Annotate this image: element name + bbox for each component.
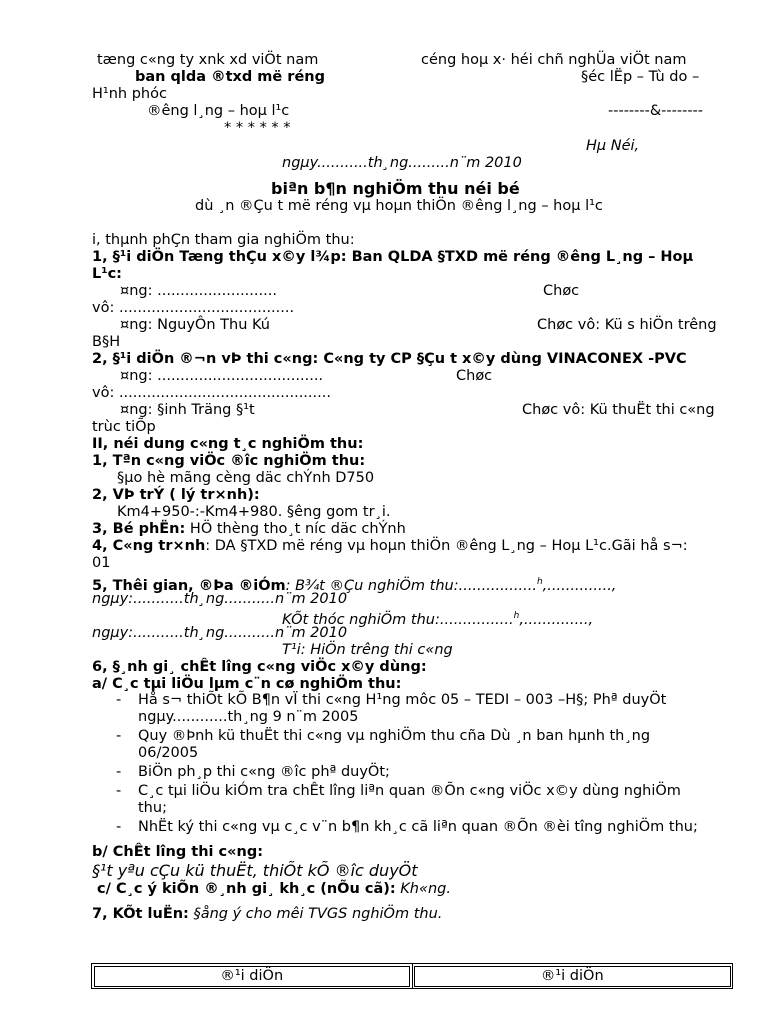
section1-intro: i, thµnh phÇn tham gia nghiÖm thu: (92, 232, 355, 248)
header-divider: --------&-------- (608, 103, 704, 119)
item6-label: 6, §¸nh gi¸ chÊt lîng c«ng viÖc x©y dùng: (92, 659, 427, 675)
item3-value: HÖ thèng tho¸t níc däc chÝnh (185, 521, 406, 537)
list-item: - NhËt ký thi c«ng vµ c¸c v¨n b¶n kh¸c cã liªn quan ®Õn ®èi tîng nghiÖm thu; (92, 819, 712, 836)
rep2-person2-role-cont: trùc tiÕp (92, 419, 156, 435)
item4-value-cont: 01 (92, 555, 111, 571)
item7-value: §ång ý cho mêi TVGS nghiÖm thu. (188, 906, 443, 922)
header-board: ban qlda ®txd më réng (135, 69, 325, 85)
header-stars: * * * * * * (224, 120, 291, 136)
item5-value: : B¾t ®Çu nghiÖm thu:................. (285, 577, 537, 594)
item6c-label: c/ C¸c ý kiÕn ®¸nh gi¸ kh¸c (nÕu cã): (97, 881, 396, 897)
item5-end-after-hour: ,.............., (519, 611, 594, 628)
item6c-line (97, 881, 451, 898)
item5-after-hour: ,.............., (542, 577, 617, 594)
item6b-label: b/ ChÊt lîng thi c«ng: (92, 844, 263, 860)
item6b-value: §¹t yªu cÇu kü thuËt, thiÕt kÕ ®îc duyÖt (92, 861, 418, 880)
rep1-person1-name: ¤ng: .......................... (120, 283, 277, 299)
item6c-value: Kh«ng. (395, 881, 451, 897)
rep2-person1-role: Chøc (456, 368, 493, 384)
header-republic: céng hoµ x· héi chñ nghÜa viÖt nam (421, 52, 687, 68)
item7-line (92, 906, 442, 923)
item5-date: ngµy:...........th¸ng...........n¨m 2010 (92, 591, 348, 607)
item5-label: 5, Thêi gian, ®Þa ®iÓm (92, 577, 286, 594)
rep1-person2-role-cont: B§H (92, 334, 121, 350)
section2-heading: II, néi dung c«ng t¸c nghiÖm thu: (92, 436, 364, 452)
header-road: ®êng l¸ng – hoµ l¹c (147, 103, 290, 119)
signature-left: ®¹i diÖn (92, 964, 413, 989)
signature-right: ®¹i diÖn (412, 964, 733, 989)
rep1-title: 1, §¹i diÖn Tæng thÇu x©y l¾p: Ban QLDA §TXD më réng ®êng L¸ng – Hoµ L¹c: (92, 249, 694, 282)
document-subtitle: dù ¸n ®Çu t më réng vµ hoµn thiÖn ®êng l¸ng – hoµ l¹c (195, 198, 603, 214)
item2-value: Km4+950-:-Km4+980. §êng gom tr¸i. (117, 504, 391, 520)
item4-line (92, 538, 688, 555)
list-item: - BiÖn ph¸p thi c«ng ®îc phª duyÖt; (92, 764, 712, 781)
item6a-bullet-list (92, 692, 712, 838)
signature-table (91, 963, 733, 989)
rep1-person1-role: Chøc (543, 283, 580, 299)
item3-line (92, 521, 406, 538)
item5-end-date: ngµy:...........th¸ng...........n¨m 2010 (92, 625, 348, 641)
item4-value: : DA §TXD më réng vµ hoµn thiÖn ®êng L¸ng – Hoµ L¹c.Gãi hå s¬: (205, 538, 688, 554)
rep1-person2-name: ¤ng: NguyÔn Thu Kú (120, 317, 270, 333)
item7-label: 7, KÕt luËn: (92, 906, 189, 922)
rep2-person2-role: Chøc vô: Kü thuËt thi c«ng (522, 402, 715, 418)
rep1-person2-role: Chøc vô: Kü s hiÖn trêng (537, 317, 717, 333)
rep1-person1-role-cont: vô: ...................................... (92, 300, 295, 316)
item4-label: 4, C«ng tr×nh (92, 538, 206, 554)
list-item: - Hå s¬ thiÕt kÕ B¶n vÏ thi c«ng H¹ng môc 05 – TEDI – 003 –H§; Phª duyÖt ngµy............th¸ng 9 n¨m 2005 (92, 692, 712, 726)
item2-label: 2, VÞ trÝ ( lý tr×nh): (92, 487, 260, 503)
header-motto-cont: H¹nh phóc (92, 86, 167, 102)
item1-value: §µo hè mãng cèng däc chÝnh D750 (117, 470, 375, 486)
table-row (92, 964, 733, 989)
item3-label: 3, Bé phËn: (92, 521, 186, 537)
item5-end-hour-sup: h (513, 611, 520, 621)
item5-place: T¹i: HiÖn trêng thi c«ng (282, 642, 453, 658)
rep2-person1-role-cont: vô: .............................................. (92, 385, 331, 401)
header-motto: §éc lËp – Tù do – (581, 69, 700, 85)
document-title: biªn b¶n nghiÖm thu néi bé (271, 179, 520, 198)
item5-end: KÕt thóc nghiÖm thu:................ (282, 611, 514, 628)
list-item: - C¸c tµi liÖu kiÓm tra chÊt lîng liªn quan ®Õn c«ng viÖc x©y dùng nghiÖm thu; (92, 783, 712, 817)
rep2-person1-name: ¤ng: .................................... (120, 368, 324, 384)
list-item: - Quy ®Þnh kü thuËt thi c«ng vµ nghiÖm thu cña Dù ¸n ban hµnh th¸ng 06/2005 (92, 728, 712, 762)
header-date: ngµy...........th¸ng.........n¨m 2010 (282, 155, 522, 171)
item6a-label: a/ C¸c tµi liÖu lµm c¨n cø nghiÖm thu: (92, 676, 402, 692)
item5-hour-sup: h (536, 577, 543, 587)
rep2-title: 2, §¹i diÖn ®¬n vÞ thi c«ng: C«ng ty CP §Çu t x©y dùng VINACONEX -PVC (92, 351, 687, 367)
item1-label: 1, Tªn c«ng viÖc ®îc nghiÖm thu: (92, 453, 366, 469)
header-company: tæng c«ng ty xnk xd viÖt nam (97, 52, 319, 68)
rep2-person2-name: ¤ng: §inh Träng §¹t (120, 402, 255, 418)
header-place: Hµ Néi, (586, 138, 640, 154)
